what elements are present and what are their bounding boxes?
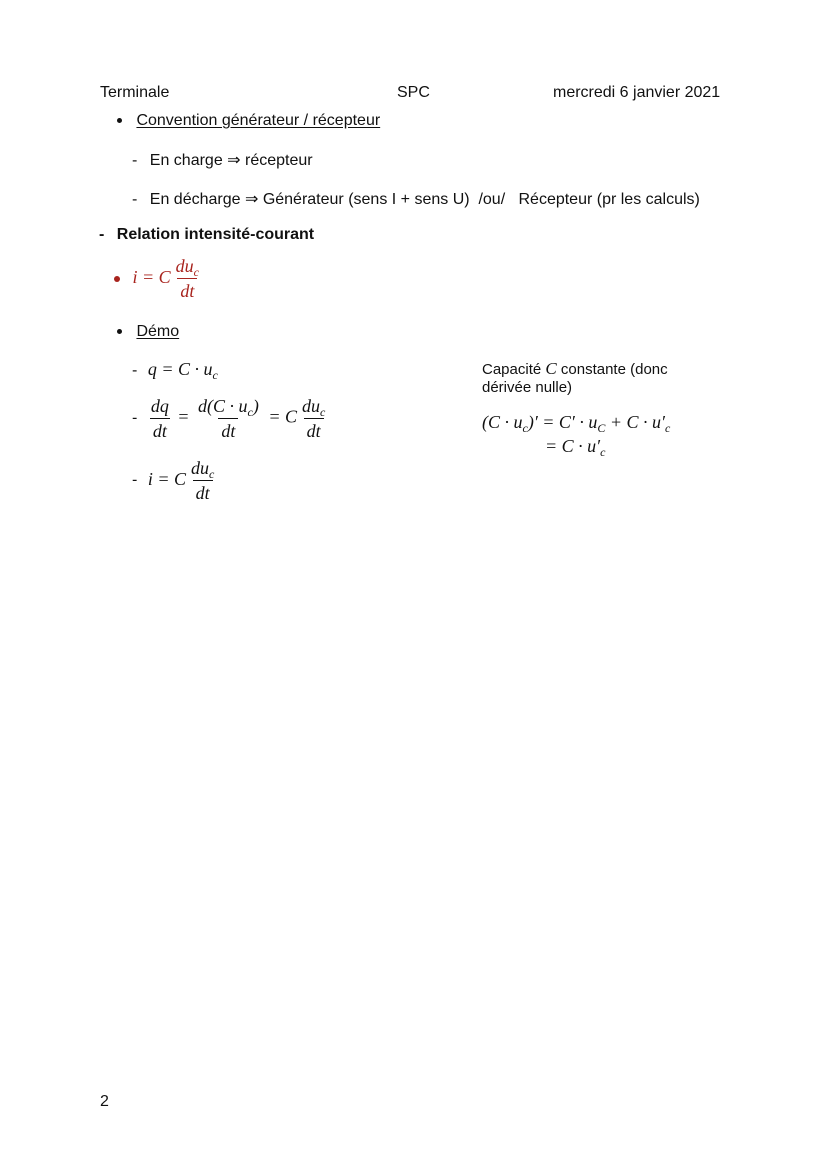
demo-line-3-lhs: i = C: [147, 468, 186, 489]
subscript: C: [597, 421, 606, 435]
convention-title: Convention générateur / récepteur: [136, 112, 381, 129]
fraction-denominator: dt: [304, 418, 324, 441]
header-date: mercredi 6 janvier 2021: [553, 84, 721, 101]
dash-icon: -: [99, 226, 105, 243]
demo-line-3: [132, 458, 219, 503]
demo-heading: [117, 323, 179, 341]
side-note-eq-1: [482, 412, 670, 433]
bullet-icon: [114, 276, 120, 282]
charge-text: En charge ⇒ récepteur: [149, 152, 313, 169]
list-item-charge: [132, 150, 313, 170]
dash-icon: -: [132, 409, 138, 427]
fraction-duc-dt: [188, 458, 217, 503]
fraction-denominator: dt: [177, 278, 197, 301]
demo-line-2: [132, 396, 330, 441]
eq-part: (C · u: [482, 412, 523, 432]
demo-line-1: [132, 359, 218, 380]
fraction-denominator: dt: [150, 418, 170, 441]
subscript: c: [664, 421, 671, 435]
header-subject: SPC: [397, 84, 430, 101]
formula-fraction: [173, 256, 202, 301]
eq-part: + C · u′: [605, 412, 665, 432]
decharge-text: En décharge ⇒ Générateur (sens I + sens U) /ou/ Récepteur (pr les calculs): [149, 191, 700, 208]
demo-line-1-text: q = C · u: [147, 359, 213, 379]
eq-part: )′ = C′ · u: [527, 412, 598, 432]
subscript: c: [522, 421, 528, 435]
equals-sign: =: [178, 406, 189, 427]
fraction-numerator: du: [190, 458, 209, 478]
relation-heading: [99, 226, 314, 244]
fraction-denominator: dt: [218, 418, 238, 441]
equals-c: = C: [268, 406, 297, 427]
side-note-eq-2: [545, 436, 605, 457]
page-number: 2: [100, 1093, 109, 1110]
relation-formula: [114, 256, 204, 301]
list-item-decharge: [132, 189, 700, 209]
fraction-dq-dt: [148, 396, 172, 441]
fraction-numerator-end: ): [252, 396, 259, 416]
note-text-b: constante (donc dérivée nulle): [482, 361, 668, 396]
note-variable: C: [545, 359, 557, 378]
bullet-icon: [117, 118, 122, 123]
convention-heading: [117, 112, 380, 130]
demo-title: Démo: [136, 323, 180, 340]
subscript: c: [208, 467, 215, 481]
subscript: c: [193, 265, 199, 279]
fraction-numerator: d(C · u: [197, 396, 248, 416]
subscript: c: [319, 405, 326, 419]
formula-lhs: i = C: [132, 266, 171, 287]
subscript: c: [247, 405, 253, 419]
subscript: c: [600, 445, 606, 459]
dash-icon: -: [132, 152, 138, 169]
fraction-numerator: du: [301, 396, 320, 416]
dash-icon: -: [132, 362, 138, 379]
fraction-numerator: du: [175, 256, 194, 276]
fraction-duc-dt: [299, 396, 328, 441]
dash-icon: -: [132, 191, 138, 208]
subscript: c: [212, 368, 218, 382]
note-text-a: Capacité: [482, 361, 546, 378]
header-level: Terminale: [100, 84, 170, 101]
fraction-numerator: dq: [150, 396, 169, 416]
relation-title: Relation intensité-courant: [116, 226, 315, 243]
bullet-icon: [117, 329, 122, 334]
eq-part: = C · u′: [545, 436, 601, 456]
fraction-denominator: dt: [193, 480, 213, 503]
dash-icon: -: [132, 471, 138, 489]
side-note-text: [482, 360, 692, 397]
fraction-dcu-dt: [195, 396, 262, 441]
